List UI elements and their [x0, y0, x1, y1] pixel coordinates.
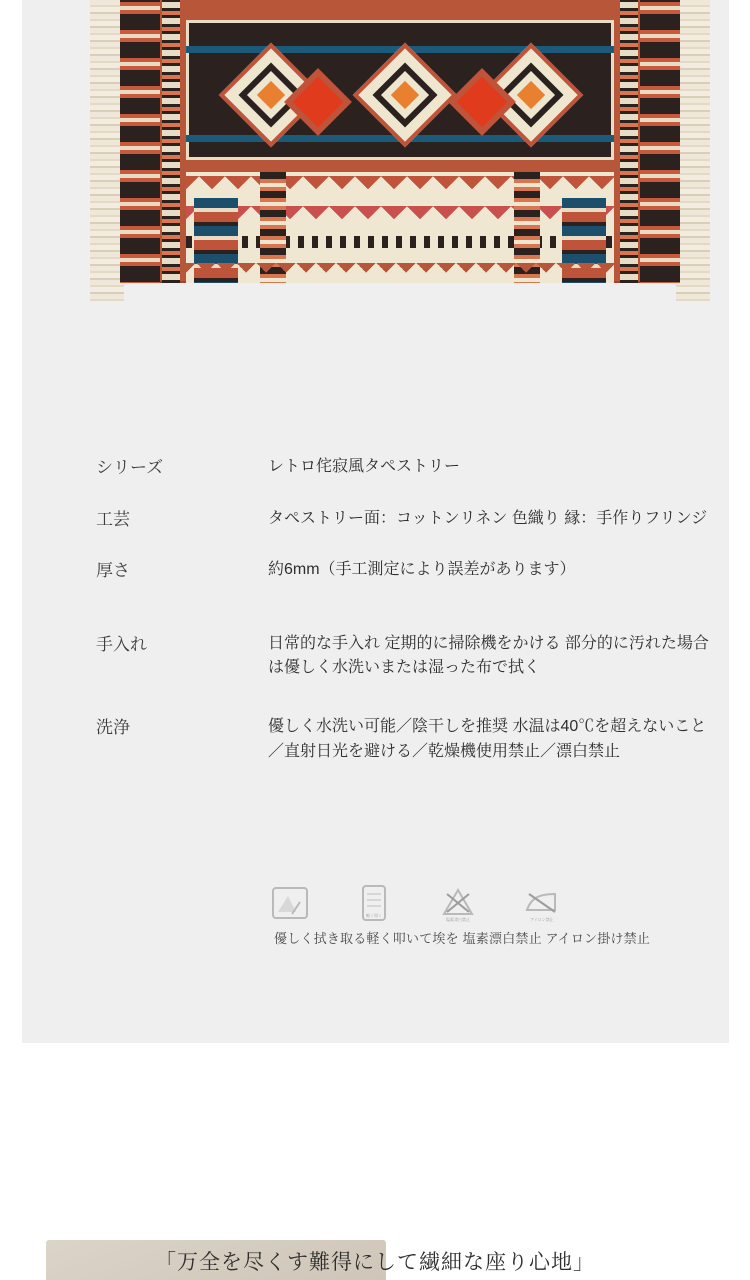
spec-row: [96, 455, 716, 481]
tap-dust-icon: [354, 882, 394, 924]
fringe-left: [90, 0, 124, 301]
spec-label: 工芸: [96, 509, 130, 529]
rug-illustration: [90, 0, 710, 301]
spec-value: レトロ侘寂風タペストリー: [268, 458, 461, 475]
spec-label: 手入れ: [96, 634, 147, 654]
zigzag-band: [186, 263, 614, 281]
triangle-band: [186, 176, 614, 202]
spec-value: 優しく水洗い可能／陰干しを推奨 水温は40℃を超えないこと／直射日光を避ける／乾燥機使用禁止／漂白禁止: [268, 718, 707, 760]
spec-row: [96, 715, 716, 765]
inner-band-left: [162, 0, 180, 283]
no-chlorine-bleach-icon: [438, 882, 478, 924]
no-ironing-icon: [522, 882, 562, 924]
dot-band: [186, 236, 614, 248]
care-symbol-row: [270, 882, 562, 924]
spec-row: [96, 558, 716, 584]
bottom-section: [0, 1043, 750, 1276]
spec-value: 日常的な手入れ 定期的に掃除機をかける 部分的に汚れた場合は優しく水洗いまたは湿った布で拭く: [268, 634, 709, 677]
spec-row: [96, 507, 716, 533]
border-band-right: [640, 0, 680, 283]
spec-label: シリーズ: [96, 458, 164, 477]
spec-value: タペストリー面：コットンリネン 色織り 縁：手作りフリンジ: [268, 509, 708, 527]
rug-body: [120, 0, 680, 283]
border-band-left: [120, 0, 160, 283]
spec-table: [96, 455, 716, 791]
spec-label: 厚さ: [96, 561, 130, 580]
lower-pattern-area: [186, 172, 614, 283]
svg-text:塩素漂白禁止: 塩素漂白禁止: [446, 917, 470, 922]
triangle-band: [186, 206, 614, 232]
svg-text:アイロン禁止: アイロン禁止: [530, 917, 554, 922]
product-detail-panel: [22, 0, 729, 1043]
diamond-motif: [353, 43, 458, 148]
tagline: 「万全を尽くす難得にして繊細な座り心地」: [155, 1250, 595, 1274]
svg-text:軽く叩く: 軽く叩く: [366, 913, 382, 918]
wipe-gently-icon: [270, 882, 310, 924]
central-field: [186, 20, 614, 160]
inner-band-right: [620, 0, 638, 283]
care-caption: 優しく拭き取る軽く叩いて埃を 塩素漂白禁止 アイロン掛け禁止: [274, 931, 651, 946]
spec-label: 洗浄: [96, 718, 130, 738]
spec-value: 約6mm（手工測定により誤差があります）: [268, 561, 576, 578]
product-image-rug: [90, 0, 710, 301]
fringe-right: [676, 0, 710, 301]
spec-row: [96, 632, 716, 682]
